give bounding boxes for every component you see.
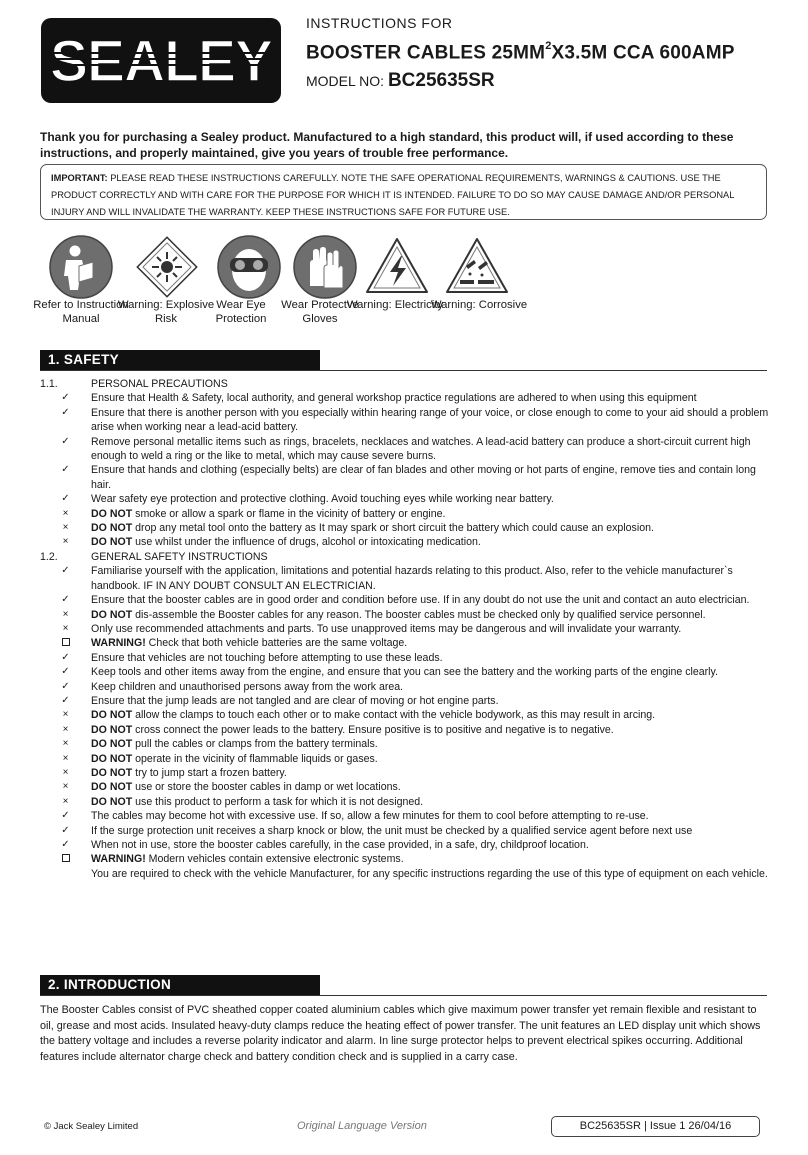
safety-item: [40, 636, 770, 650]
product-title: BOOSTER CABLES $25MM^2X3.5M$ CCA 600AMP: [306, 40, 735, 64]
safety-item: [40, 723, 770, 737]
check-icon: ✓: [61, 464, 70, 476]
check-icon: ✓: [61, 493, 70, 505]
item-text: DO NOT smoke or allow a spark or flame in the vicinity of battery or engine.: [91, 507, 446, 520]
item-emphasis: DO NOT: [91, 752, 133, 765]
thank-you-text: Thank you for purchasing a Sealey product. Manufactured to a high standard, this product will, if used according to these instructions, and properly maintained, give you years of trouble free performance.: [40, 130, 734, 160]
check-icon: ✓: [61, 392, 70, 404]
item-text: Ensure that there is another person with you especially within hearing range of your voice, or close enough to come to your aid should a problem arise when working near a lead-acid battery.: [91, 406, 769, 434]
check-icon: ✓: [61, 565, 70, 577]
safety-item: [40, 435, 770, 464]
item-text: Ensure that hands and clothing (especially belts) are clear of fan blades and other moving or hot parts of engine, remove ties and contain long hair.: [91, 464, 756, 491]
safety-item: [40, 377, 770, 391]
item-emphasis: DO NOT: [91, 709, 133, 722]
safety-item: [40, 463, 770, 492]
safety-item: [40, 608, 770, 622]
cross-icon: ×: [62, 738, 69, 750]
check-icon: ✓: [61, 666, 70, 678]
safety-item: [40, 391, 770, 405]
icon-label-electricity: Warning: Electricity: [346, 299, 444, 311]
item-emphasis: DO NOT: [91, 507, 133, 520]
item-emphasis: DO NOT: [91, 522, 133, 535]
electricity-icon: [364, 234, 430, 300]
item-emphasis: DO NOT: [91, 536, 133, 549]
cross-icon: ×: [62, 622, 69, 634]
item-text: You are required to check with the vehicle Manufacturer, for any specific instructions regarding the use of this type of equipment on each vehicle.: [91, 867, 768, 880]
sealey-logo: [40, 17, 282, 104]
safety-item: [40, 622, 770, 636]
section-safety-rule: [40, 370, 767, 371]
item-text: Ensure that the booster cables are in good order and condition before use. If in any doubt do not use the unit and contact an auto electrician.: [91, 594, 750, 607]
check-icon: ✓: [61, 839, 70, 850]
safety-list: [40, 377, 770, 881]
icon-label-corrosive: Warning: Corrosive: [430, 299, 528, 311]
item-text: Familiarise yourself with the application, limitations and potential hazards relating to this product. Also, refer to the vehicle manufacturer`s handbook. IF IN ANY DOUBT CONSULT AN ELECTRICIAN.: [91, 565, 733, 592]
item-text: DO NOT use whilst under the influence of drugs, alcohol or intoxicating medication.: [91, 536, 481, 549]
manual-icon: [48, 234, 114, 300]
item-number: 1.2.: [40, 550, 58, 563]
safety-item: [40, 550, 770, 564]
item-text: DO NOT use this product to perform a task for which it is not designed.: [91, 795, 424, 808]
item-emphasis: DO NOT: [91, 781, 133, 794]
check-icon: ✓: [61, 694, 70, 706]
icon-label-goggles: Wear Eye Protection: [215, 299, 267, 325]
safety-item: [40, 564, 770, 593]
section-introduction-rule: [40, 995, 767, 996]
gloves-icon: [292, 234, 358, 300]
item-emphasis: DO NOT: [91, 766, 133, 779]
icon-label-gloves: Wear Protectve Gloves: [281, 299, 359, 325]
check-icon: ✓: [61, 810, 70, 822]
safety-item: [40, 492, 770, 506]
safety-item: [40, 867, 770, 881]
icon-label-manual: Refer to Instruction Manual: [33, 299, 129, 325]
item-text: WARNING! Modern vehicles contain extensive electronic systems.: [91, 853, 404, 866]
item-text: Ensure that the jump leads are not tangled and are clear of moving or hot engine parts.: [91, 694, 499, 707]
item-text: DO NOT dis-assemble the Booster cables for any reason. The booster cables must be checked only by qualified service personnel.: [91, 608, 706, 621]
important-notice: IMPORTANT: PLEASE READ THESE INSTRUCTIONS CAREFULLY. NOTE THE SAFE OPERATIONAL REQUIREMENTS, WARNINGS & CAUTIONS. USE THE PRODUCT CORRECTLY AND WITH CARE FOR THE PURPOSE FOR WHICH IT IS INTENDED. FAILURE TO DO SO MAY CAUSE DAMAGE AND/OR PERSONAL INJURY AND WILL INVALIDATE THE WARRANTY. KEEP THESE INSTRUCTIONS SAFE FOR FUTURE USE.: [40, 164, 767, 220]
item-emphasis: DO NOT: [91, 738, 133, 751]
item-text: WARNING! Check that both vehicle batteries are the same voltage.: [91, 637, 408, 650]
cross-icon: ×: [62, 536, 69, 548]
item-text: Ensure that Health & Safety, local authority, and general workshop practice regulations are adhered to when using this equipment: [91, 392, 697, 405]
safety-item: [40, 824, 770, 838]
check-icon: ✓: [61, 651, 70, 663]
check-icon: ✓: [61, 406, 70, 418]
icon-label-explosive: Warning: Explosive Risk: [117, 299, 215, 325]
check-icon: ✓: [61, 824, 70, 836]
safety-item: [40, 651, 770, 665]
check-icon: ✓: [61, 594, 70, 606]
cross-icon: ×: [62, 723, 69, 735]
item-text: GENERAL SAFETY INSTRUCTIONS: [91, 550, 268, 563]
item-text: PERSONAL PRECAUTIONS: [91, 378, 228, 390]
cross-icon: ×: [62, 608, 69, 620]
safety-item: [40, 737, 770, 751]
item-text: DO NOT use or store the booster cables in damp or wet locations.: [91, 781, 401, 794]
item-text: DO NOT drop any metal tool onto the battery as It may spark or short circuit the battery which could cause an explosion.: [91, 522, 654, 535]
item-text: DO NOT operate in the vicinity of flammable liquids or gases.: [91, 752, 378, 765]
item-emphasis: WARNING!: [91, 637, 146, 650]
item-text: Keep tools and other items away from the engine, and ensure that you can see the battery and the working parts of the engine clearly.: [91, 666, 718, 679]
item-emphasis: WARNING!: [91, 853, 146, 866]
item-text: DO NOT pull the cables or clamps from the battery terminals.: [91, 738, 378, 751]
item-emphasis: DO NOT: [91, 608, 133, 621]
check-icon: ✓: [61, 680, 70, 692]
safety-item: [40, 507, 770, 521]
introduction-text: The Booster Cables consist of PVC sheathed copper coated aluminium cables which give maximum power transfer yet remain flexible and resistant to oil, grease and most acids. Insulated heavy-duty clamps reduce the heating effect of power transfer. The unit features an LED display unit which shows the battery voltage and includes a reverse polarity indicator and alarm. In line surge protector helps to prevent electrical spikes occurring. Additional features include alternator charge check and battery condition check and is supplied in a carry case.: [40, 1004, 761, 1063]
logo-text: SEALEY: [50, 29, 273, 94]
safety-item: [40, 795, 770, 809]
warning-box-icon: [62, 854, 70, 862]
item-emphasis: DO NOT: [91, 795, 133, 808]
footer-copyright: © Jack Sealey Limited: [44, 1121, 139, 1132]
safety-item: [40, 852, 770, 866]
footer-original-language: Original Language Version: [297, 1120, 427, 1132]
model-number: MODEL NO: BC25635SR: [306, 70, 495, 91]
item-number: 1.1.: [40, 378, 58, 390]
safety-item: [40, 406, 770, 435]
safety-item: [40, 752, 770, 766]
safety-item: [40, 708, 770, 722]
cross-icon: ×: [62, 522, 69, 534]
item-text: Only use recommended attachments and parts. To use unapproved items may be dangerous and will invalidate your warranty.: [91, 622, 682, 635]
item-text: Ensure that vehicles are not touching before attempting to use these leads.: [91, 651, 443, 664]
safety-item: [40, 694, 770, 708]
section-introduction-title: 2. INTRODUCTION: [40, 975, 320, 995]
check-icon: ✓: [61, 435, 70, 447]
safety-item: [40, 780, 770, 794]
safety-item: [40, 665, 770, 679]
safety-item: [40, 838, 770, 852]
cross-icon: ×: [62, 709, 69, 721]
item-emphasis: DO NOT: [91, 723, 133, 736]
item-text: If the surge protection unit receives a sharp knock or blow, the unit must be checked by a qualified service agent before next use: [91, 824, 693, 837]
section-safety-title: 1. SAFETY: [40, 350, 320, 370]
item-text: The cables may become hot with excessive use. If so, allow a few minutes for them to cool before attempting to re-use.: [91, 810, 649, 823]
safety-item: [40, 593, 770, 607]
cross-icon: ×: [62, 507, 69, 519]
item-text: Keep children and unauthorised persons away from the work area.: [91, 680, 404, 693]
item-text: Remove personal metallic items such as rings, bracelets, necklaces and watches. A lead-acid battery can produce a short-circuit current high enough to weld a ring or the like to metal, which may cause severe burns.: [91, 435, 751, 463]
explosive-icon: [134, 234, 200, 300]
item-text: DO NOT try to jump start a frozen battery.: [91, 766, 287, 779]
item-text: Wear safety eye protection and protective clothing. Avoid touching eyes while working near battery.: [91, 493, 554, 506]
safety-item: [40, 766, 770, 780]
footer-issue: BC25635SR | Issue 1 26/04/16: [551, 1116, 760, 1137]
safety-item: [40, 680, 770, 694]
item-text: When not in use, store the booster cables carefully, in the case provided, in a safe, dry, childproof location.: [91, 839, 589, 851]
safety-item: [40, 535, 770, 549]
safety-item: [40, 521, 770, 535]
corrosive-icon: [444, 234, 510, 300]
safety-item: [40, 809, 770, 823]
instructions-for: INSTRUCTIONS FOR: [306, 15, 453, 31]
goggles-icon: [216, 234, 282, 300]
item-text: DO NOT cross connect the power leads to the battery. Ensure positive is to positive and negative is to negative.: [91, 723, 614, 736]
cross-icon: ×: [62, 766, 69, 778]
cross-icon: ×: [62, 752, 69, 764]
cross-icon: ×: [62, 781, 69, 793]
warning-box-icon: [62, 638, 70, 646]
item-text: DO NOT allow the clamps to touch each other or to make contact with the vehicle bodywork, as this may result in arcing.: [91, 709, 656, 722]
cross-icon: ×: [62, 795, 69, 807]
